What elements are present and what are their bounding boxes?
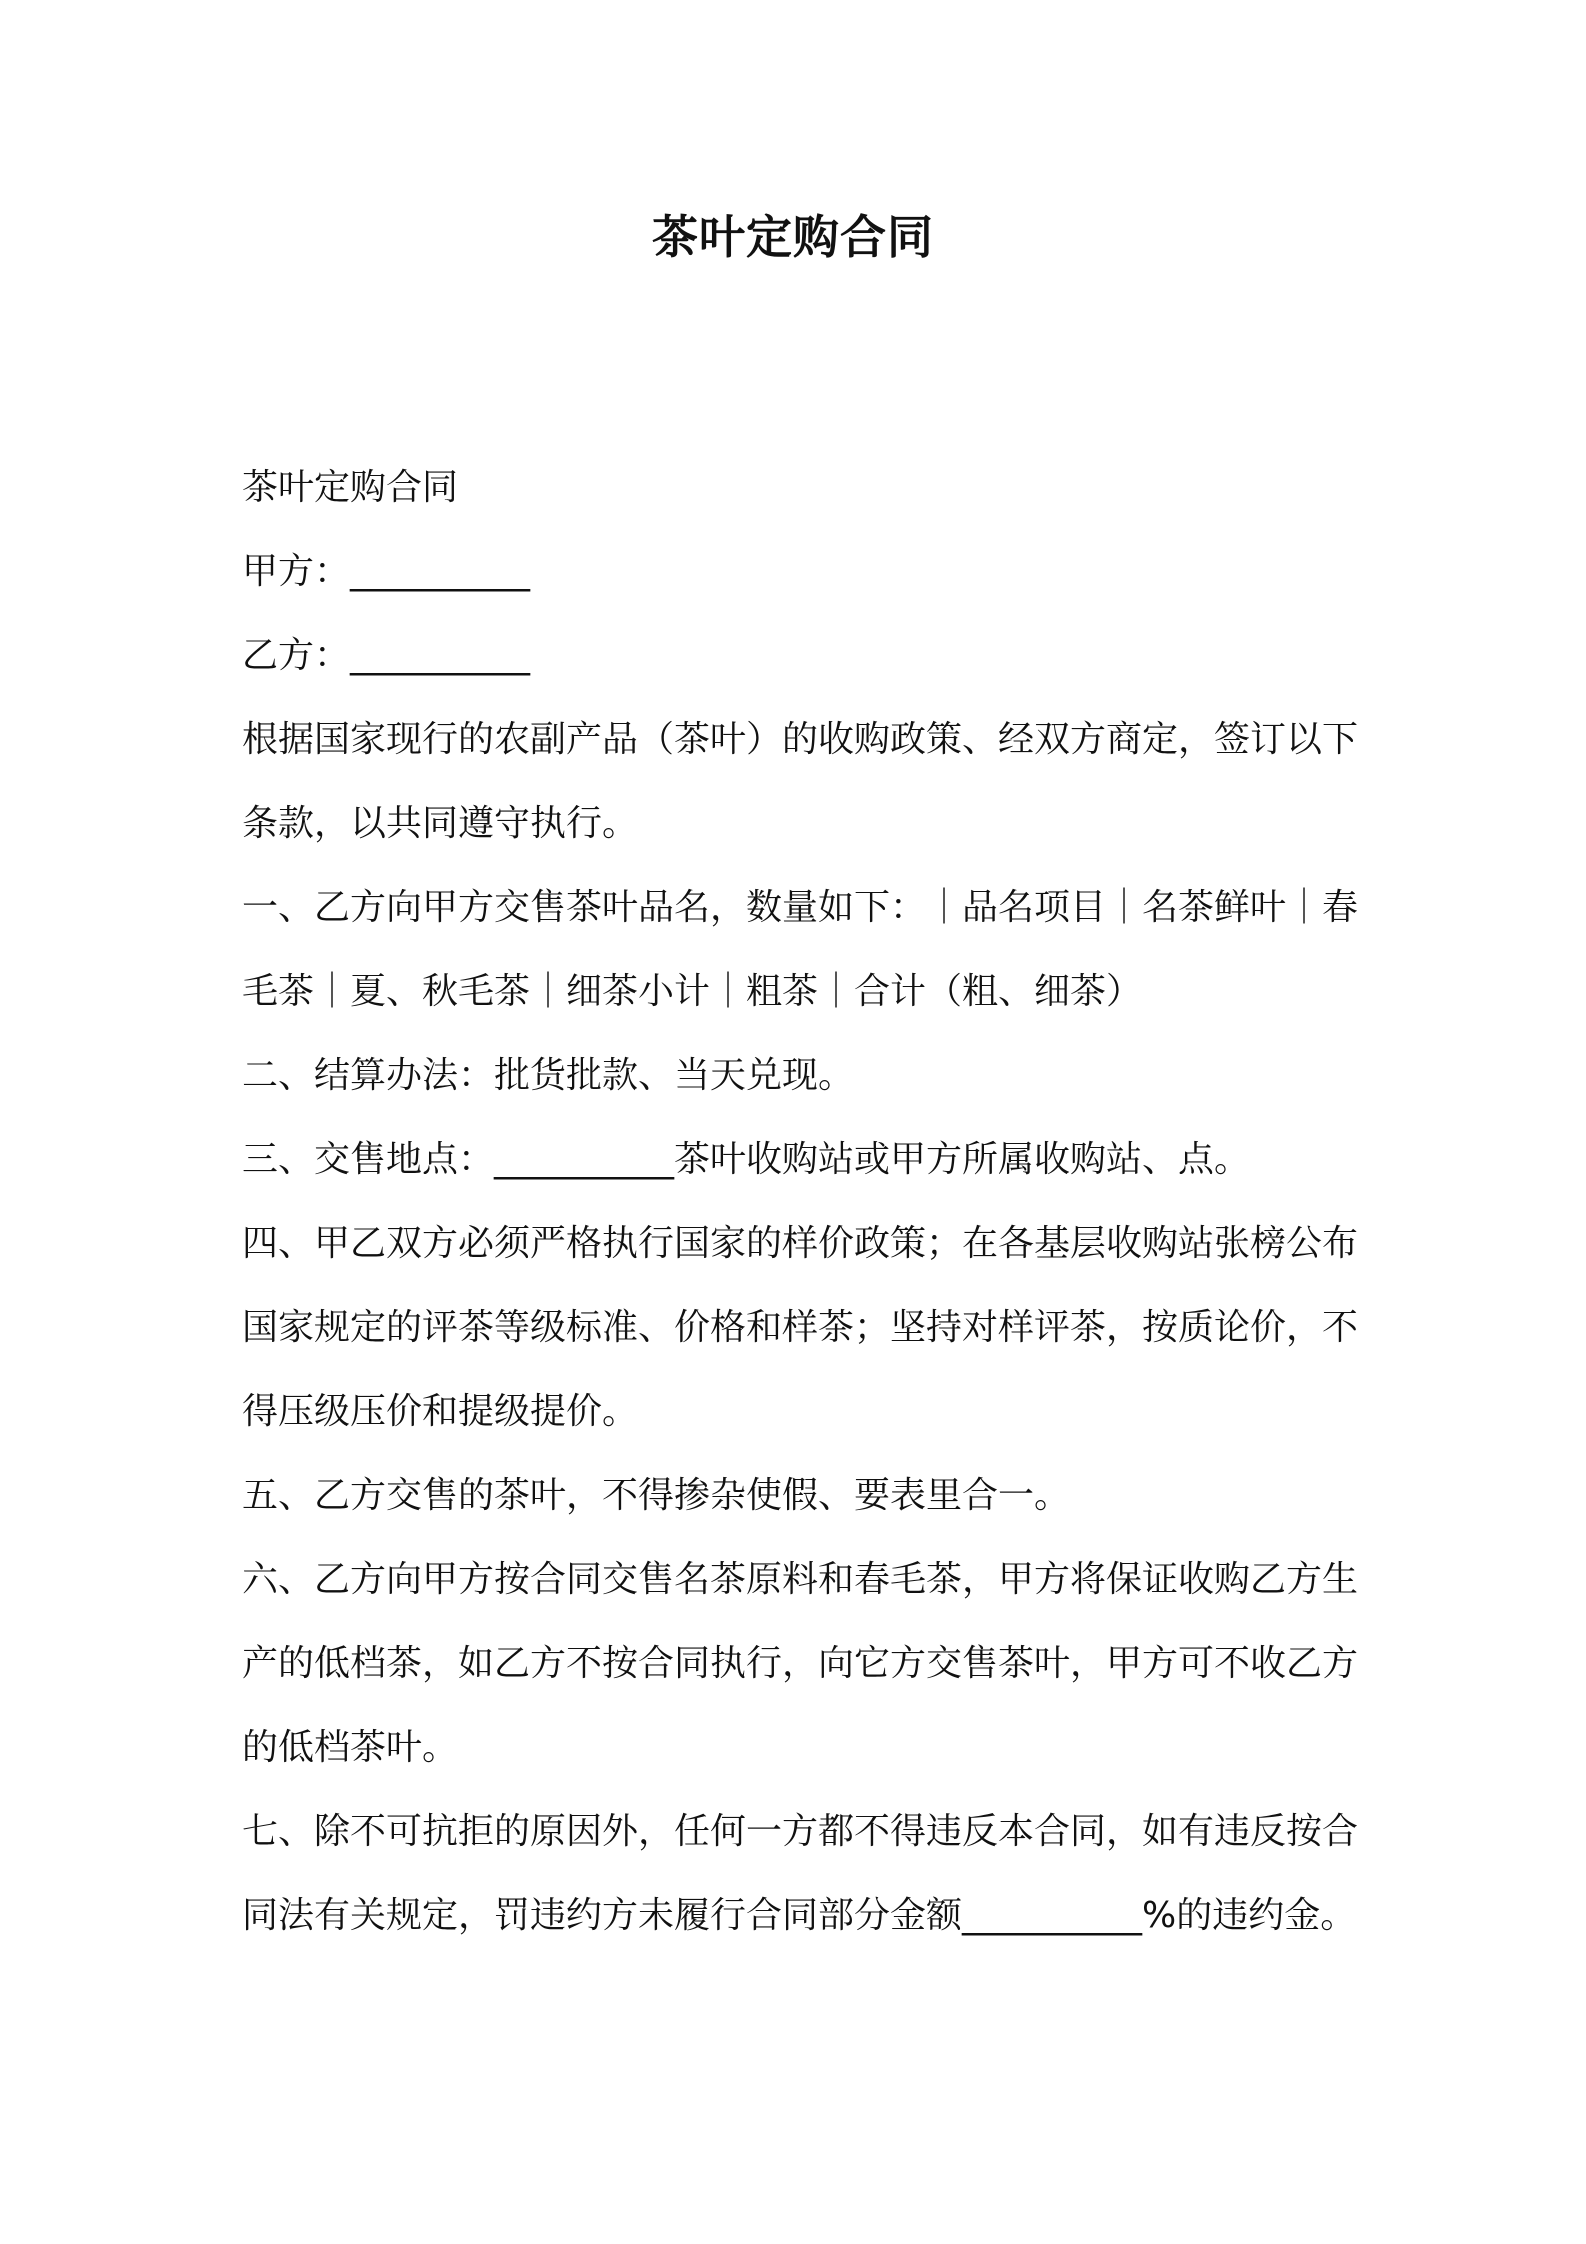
clause-5: 五、乙方交售的茶叶，不得掺杂使假、要表里合一。 [242, 1475, 1071, 1516]
document-title: 茶叶定购合同 [652, 210, 934, 264]
clause-4: 四、甲乙双方必须严格执行国家的样价政策；在各基层收购站张榜公布国家规定的评茶等级标准、价格和样茶；坚持对样评茶，按质论价，不得压级压价和提级提价。 [242, 1223, 1359, 1432]
clause-7: 七、除不可抗拒的原因外，任何一方都不得违反本合同，如有违反按合同法有关规定，罚违约方未履行合同部分金额__________%的违约金。 [242, 1811, 1359, 1936]
document-subtitle: 茶叶定购合同 [242, 467, 459, 508]
document-body [242, 446, 1362, 1958]
clause-6: 六、乙方向甲方按合同交售名茶原料和春毛茶，甲方将保证收购乙方生产的低档茶，如乙方不按合同执行，向它方交售茶叶，甲方可不收乙方的低档茶叶。 [242, 1559, 1359, 1768]
preamble-paragraph: 根据国家现行的农副产品（茶叶）的收购政策、经双方商定，签订以下条款，以共同遵守执行。 [242, 719, 1359, 844]
party-a-line: 甲方：__________ [242, 551, 531, 592]
clause-3: 三、交售地点：__________茶叶收购站或甲方所属收购站、点。 [242, 1139, 1251, 1180]
party-b-line: 乙方：__________ [242, 635, 531, 676]
clause-2: 二、结算办法：批货批款、当天兑现。 [242, 1055, 855, 1096]
clause-1: 一、乙方向甲方交售茶叶品名，数量如下：｜品名项目｜名茶鲜叶｜春毛茶｜夏、秋毛茶｜细茶小计｜粗茶｜合计（粗、细茶） [242, 887, 1359, 1012]
